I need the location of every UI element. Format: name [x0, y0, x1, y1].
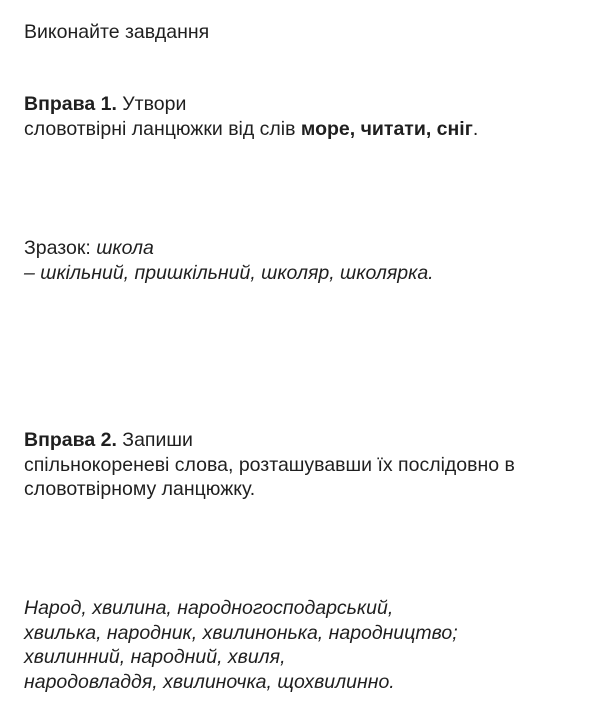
exercise-1-text-1: Утвори [116, 93, 187, 115]
task-heading [24, 20, 580, 45]
exercise-1-words: море, читати, сніг [300, 117, 473, 140]
exercise-1-end: . [472, 117, 479, 140]
sample-word: школа [96, 237, 154, 259]
sample-chain: – шкільний, пришкільний, школяр, школярка. [24, 261, 434, 284]
word-list-line: хвилинний, народний, хвиля, [24, 646, 286, 668]
exercise-1-text-2: словотвірні ланцюжки від слів [24, 117, 301, 140]
word-list-line: хвилька, народник, хвилинонька, народництво; [24, 621, 458, 644]
word-list-line: народовладдя, хвилиночка, щохвилинно. [24, 670, 395, 693]
word-list [24, 596, 580, 694]
sample [24, 236, 580, 285]
sample-line-1 [24, 236, 580, 261]
exercise-1-line-2 [24, 117, 580, 142]
exercise-2 [24, 428, 580, 502]
exercise-1-label: Вправа 1. [24, 93, 117, 115]
task-heading-text: Виконайте завдання [24, 21, 210, 43]
exercise-2-line-1 [24, 428, 580, 453]
sample-line-2 [24, 261, 580, 286]
exercise-2-text-1: Запиши [116, 429, 193, 451]
word-list-line: Народ, хвилина, народногосподарський, [24, 597, 394, 619]
sample-label: Зразок: [24, 237, 97, 259]
exercise-1-line-1 [24, 92, 580, 117]
exercise-2-line-2: спільнокореневі слова, розташувавши їх послідовно в [24, 453, 515, 476]
exercise-2-label: Вправа 2. [24, 429, 117, 451]
exercise-1 [24, 92, 580, 141]
exercise-2-line-3: словотвірному ланцюжку. [24, 478, 256, 500]
